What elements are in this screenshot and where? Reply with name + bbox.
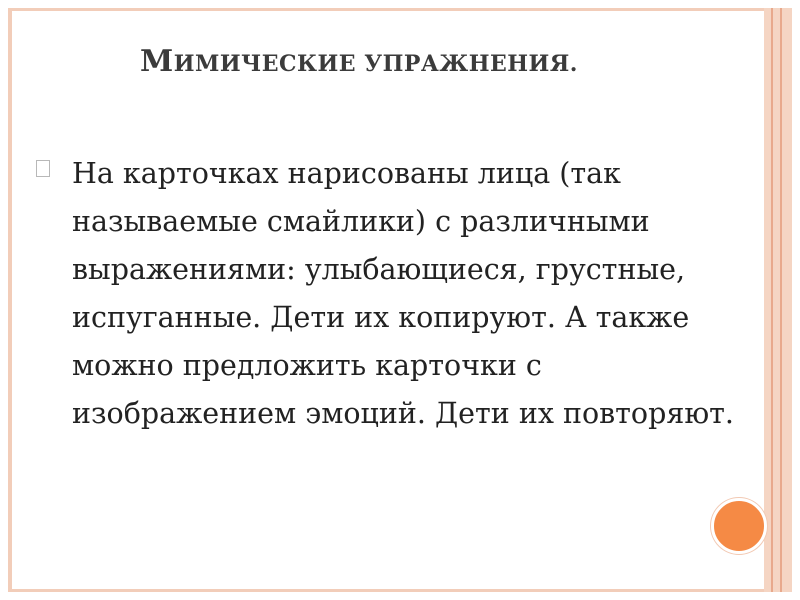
- frame-right-band: [764, 8, 792, 592]
- bullet-square-icon: [36, 160, 50, 177]
- title-rest: ИМИЧЕСКИЕ УПРАЖНЕНИЯ.: [173, 51, 578, 77]
- frame-right-line: [780, 8, 782, 592]
- frame-right-line: [771, 8, 773, 592]
- frame-left-border: [8, 8, 12, 592]
- frame-bottom-border: [8, 589, 792, 592]
- title-first-letter: М: [140, 44, 174, 79]
- frame-top-border: [8, 8, 792, 11]
- slide-title: [140, 44, 700, 79]
- orange-circle-icon: [711, 498, 767, 554]
- bullet-text: На карточках нарисованы лица (так называемые смайлики) с различными выражениями: улыбающиеся, грустные, испуганные. Дети их копируют. А также можно предложить карточки с изображением эмоций. Дети их повторяют.: [72, 157, 734, 430]
